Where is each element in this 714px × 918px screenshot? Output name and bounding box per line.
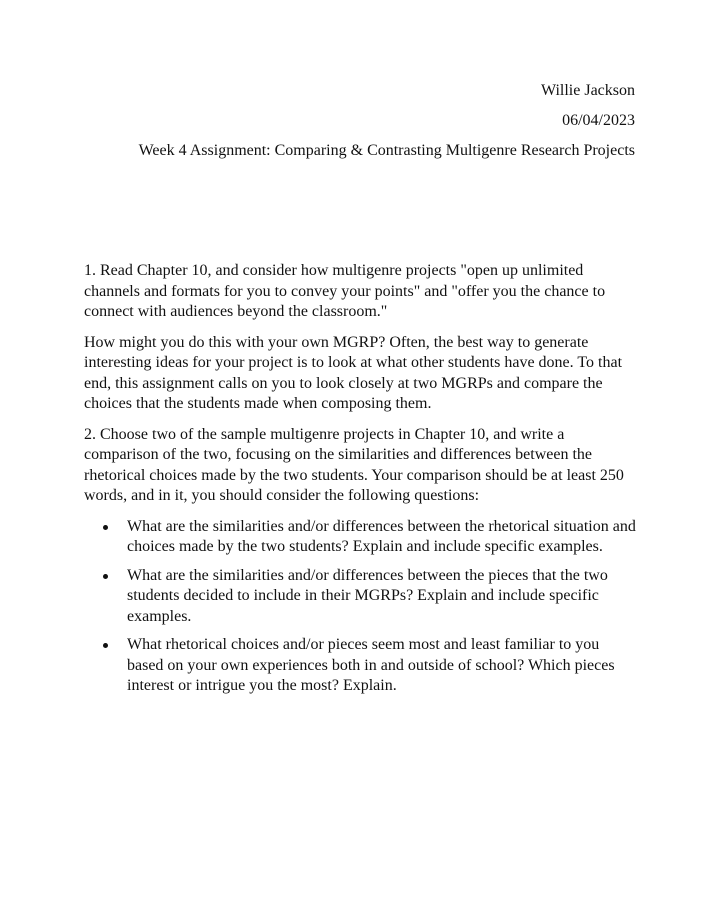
question-list — [84, 517, 636, 697]
document-body — [84, 261, 636, 705]
question-text: What rhetorical choices and/or pieces seem most and least familiar to you based on your own experiences both in and outside of school? Which pieces interest or intrigue you the most? Explain. — [127, 636, 615, 694]
document-header — [139, 81, 635, 171]
paragraph-mgrp-ideas: How might you do this with your own MGRP? Often, the best way to generate interesting ideas for your project is to look at what other students have done. To that end, this assignment calls on you to look closely at two MGRPs and compare the choices that the students made when composing them. — [84, 333, 623, 412]
question-item — [84, 517, 636, 558]
author-name: Willie Jackson — [541, 82, 635, 99]
bullet-icon — [103, 574, 108, 579]
question-item — [84, 635, 636, 697]
assignment-title: Week 4 Assignment: Comparing & Contrasting Multigenre Research Projects — [138, 142, 635, 159]
bullet-icon — [103, 643, 108, 648]
paragraph-read-chapter: 1. Read Chapter 10, and consider how multigenre projects "open up unlimited channels and formats for you to convey your points" and "offer you the chance to connect with audiences beyond the classroom." — [84, 262, 606, 320]
bullet-icon — [103, 525, 108, 530]
question-item — [84, 566, 636, 628]
question-text: What are the similarities and/or differences between the pieces that the two students decided to include in their MGRPs? Explain and include specific examples. — [127, 566, 608, 625]
question-text: What are the similarities and/or differences between the rhetorical situation and choices made by the two students? Explain and include specific examples. — [127, 517, 636, 555]
document-date: 06/04/2023 — [562, 112, 635, 129]
paragraph-choose-projects: 2. Choose two of the sample multigenre projects in Chapter 10, and write a comparison of the two, focusing on the similarities and differences between the rhetorical choices made by the two students. Your comparison should be at least 250 words, and in it, you should consider the following questions: — [84, 425, 624, 504]
